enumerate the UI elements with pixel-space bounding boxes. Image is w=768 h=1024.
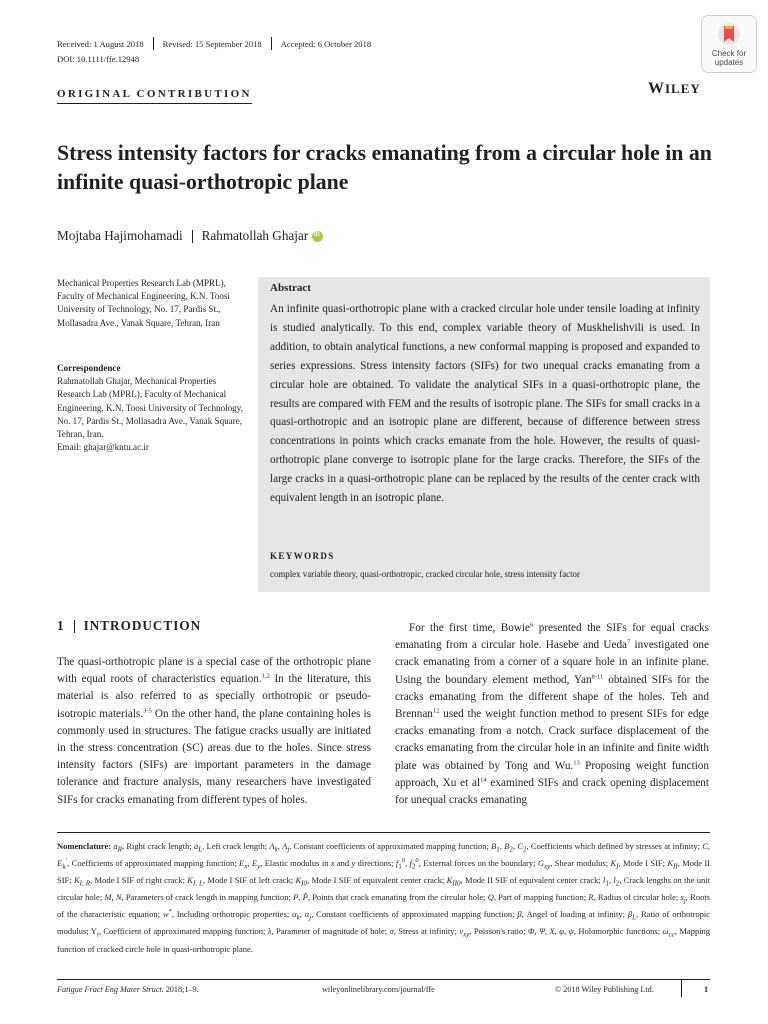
author-name[interactable]: Rahmatollah Ghajar: [201, 228, 309, 243]
section-number: 1: [57, 618, 65, 633]
publisher-rest: ILEY: [665, 81, 701, 96]
correspondence-heading: Correspondence: [57, 363, 121, 373]
journal-name: Fatigue Fract Eng Mater Struct.: [57, 985, 164, 994]
publication-dates: [57, 37, 371, 50]
orcid-icon[interactable]: [312, 231, 323, 242]
keywords-list: complex variable theory, quasi-orthotropic, cracked circular hole, stress intensity factor: [270, 569, 580, 579]
body-text-right: For the first time, Bowie$^6$ presented the SIFs for equal cracks emanating from a circular hole. Hasebe and Ueda$^7$ investigated one crack emanating from a corner of a square hole in an infinite plane. Using the boundary element method, Yan$^{8-11}$ obtained SIFs for the cracks emanating from the different shape of the holes. Teh and Brennan$^{12}$ used the weight function method to present SIFs for edge cracks emanating from a notch. Crack surface displacement of the cracks emanating from the circular hole in an infinite and finite width plate was obtained by Tong and Wu.$^{13}$ Proposing weight function approach, Xu et $al^{14}$ examined SIFs and crack opening displacement for unequal cracks emanating: [395, 621, 710, 807]
copyright-notice: © 2018 Wiley Publishing Ltd.: [555, 985, 654, 994]
journal-citation: [57, 985, 199, 994]
check-for-updates-button[interactable]: [701, 15, 757, 73]
divider: [271, 37, 272, 50]
section-title: INTRODUCTION: [83, 618, 202, 633]
publisher-initial: W: [648, 80, 665, 97]
divider: [681, 980, 682, 997]
journal-volume: 2018;1–9.: [163, 985, 199, 994]
journal-url-link[interactable]: wileyonlinelibrary.com/journal/ffe: [322, 985, 435, 994]
article-title: Stress intensity factors for cracks emanating from a circular hole in an infinite quasi-orthotropic plane: [57, 141, 712, 194]
badge-line-1: Check for: [711, 49, 747, 58]
divider: [192, 230, 193, 243]
doi-link[interactable]: DOI: 10.1111/ffe.12948: [57, 54, 140, 64]
affiliation: Mechanical Properties Research Lab (MPRL), Faculty of Mechanical Engineering, K.N. Toosi University of Technology, No. 17, Pardis St., Mollasadra Ave., Vanak Square, Tehran, Iran: [57, 278, 230, 328]
correspondence-block: [57, 362, 247, 454]
correspondence-email[interactable]: Email: ghajar@kntu.ac.ir: [57, 442, 149, 453]
accepted-date: Accepted: 6 October 2018: [280, 38, 372, 49]
section-heading: [57, 618, 201, 634]
revised-date: Revised: 15 September 2018: [162, 38, 262, 49]
abstract-text: An infinite quasi-orthotropic plane with a cracked circular hole under tensile loading at infinity is studied analytically. To this end, complex variable theory of Muskhelishvili is used. In addition, to obtain analytical functions, a new conformal mapping is proposed and expanded to series expressions. Stress intensity factors (SIFs) for two unequal cracks emanating from a circular hole are obtained. To validate the analytical SIFs in a quasi-orthotropic plane, the results are compared with FEM and the results of isotropic plane. The SIFs for small cracks in a quasi-orthotropic and an isotropic plane are different, because of difference between stress concentrations in points which cracks emanate from the hole. However, the results of quasi-orthotropic plane converge to isotropic plane for the large cracks. Therefore, the SIFs of the large cracks in a quasi-orthotropic plane can be replaced by the results of the center crack with equivalent length in an isotropic plane.: [270, 303, 700, 505]
page-number: 1: [704, 985, 709, 994]
section-label: ORIGINAL CONTRIBUTION: [57, 88, 252, 104]
divider: [153, 37, 154, 50]
bookmark-refresh-icon: [717, 21, 741, 49]
correspondence-address: Rahmatollah Ghajar, Mechanical Properties Research Lab (MPRL), Faculty of Mechanical Engineering, K.N. Toosi University of Technology, No. 17, Pardis St., Mollasadra Ave., Vanak Square, Tehran, Iran.: [57, 376, 243, 440]
divider: [57, 832, 710, 833]
publisher-logo: [648, 80, 701, 98]
received-date: Received: 1 August 2018: [57, 38, 144, 49]
nomenclature-label: Nomenclature:: [57, 841, 112, 851]
nomenclature: Nomenclature: $a_R$, Right crack length; $a_L$, Left crack length; $A_k$, $A_j$, Constant coefficients of approximated mapping function; $B_1$, $B_2$, $C_2$, Coefficients which defined by stresses at infinity; C, $E_k'$, Coefficients of approximated mapping function; $E_x$, $E_y$, Elastic modulus in x and y directions; $f_1^0$, $f_2^0$, External forces on the boundary; $G_{xy}$, Shear modulus; $K_I$, Mode I SIF; $K_{II}$, Mode II SIF; $K_{I, R}$, Mode I SIF of right crack; $K_{I, L}$, Mode I SIF of left crack; $K_{I0}$, Mode I SIF of equivalent center crack; $K_{II0}$, Mode II SIF of equivalent center crack; $l_1$, $l_2$, Crack lengths on the unit circular hole; M, N, Parameters of crack length in mapping function; P, P̄, Points that crack emanating from the circular hole; Q, Part of mapping function; R, Radius of circular hole; $s_j$, Roots of the characteristic equation; w*, Including orthotropic properties; $\alpha_k$, $\alpha_j$, Constant coefficients of approximated mapping function; β, Angel of loading at infinity; $\beta_L$, Ratio of orthotropic modulus; $Y_i$, Coefficient of approximated mapping function; λ, Parameter of magnitude of hole; σ, Stress at infinity; $\nu_{xy}$, Poisson's ratio; Φ, Ψ, X, φ, ψ, Holomorphic functions; $\omega_{cc}$, Mapping function of cracked circle hole in quasi-orthotropic plane.: [57, 841, 711, 954]
author-list: [57, 228, 323, 244]
abstract-heading: Abstract: [270, 282, 311, 294]
divider: [74, 620, 75, 633]
body-text-left: The quasi-orthotropic plane is a special case of the orthotropic plane with equal roots of characteristics equation.$^{1,2}$ In the literature, this material is also referred to as specially orthotropic or pseudo-isotropic materials.$^{3-5}$ On the other hand, the plane containing holes is commonly used in structures. The fatigue cracks usually are initiated in the stress concentration (SC) areas due to the holes. Since stress intensity factors (SIFs) are important parameters in the damage tolerance and fracture analysis, many researchers have investigated SIFs for cracks emanating from different types of holes.: [57, 656, 371, 806]
divider: [57, 979, 710, 980]
badge-line-2: updates: [714, 58, 744, 67]
keywords-heading: KEYWORDS: [270, 551, 335, 561]
author-name[interactable]: Mojtaba Hajimohamadi: [57, 228, 183, 243]
